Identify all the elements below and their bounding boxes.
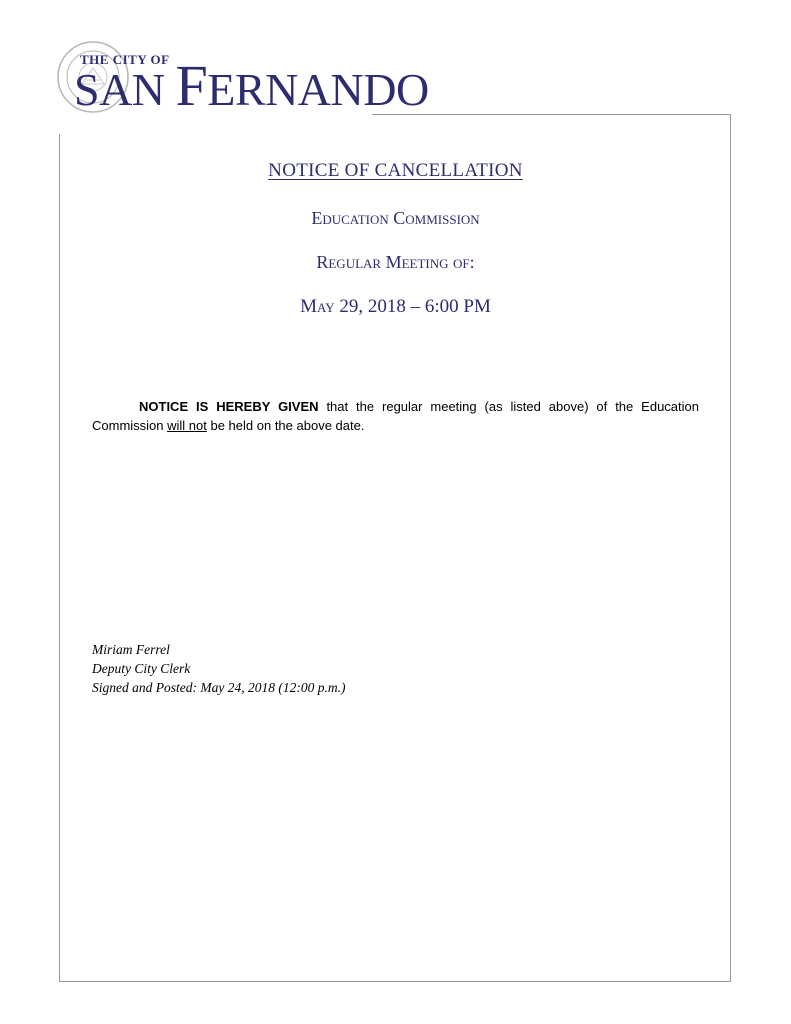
posted-date: Signed and Posted: May 24, 2018 (12:00 p.m.) [92,680,346,695]
logo-san-fernando-text: SAN FERNANDO [74,53,429,118]
notice-underlined-text: will not [167,418,207,433]
notice-paragraph [92,397,699,435]
meeting-datetime: May 29, 2018 – 6:00 PM [300,296,491,317]
notice-text-1: that the regular meeting (as listed above) of the Education Commission [92,399,699,433]
signer-title: Deputy City Clerk [92,661,191,676]
notice-text-2: be held on the above date. [206,418,365,433]
page-border [59,114,731,982]
commission-name: Education Commission [311,208,480,228]
meeting-label: Regular Meeting of: [316,252,475,272]
notice-title: NOTICE OF CANCELLATION [268,160,523,181]
logo-city-of-text: THE CITY OF [80,52,170,67]
notice-lead-bold: NOTICE IS HEREBY GIVEN [139,399,319,414]
signature-block [92,640,345,697]
city-logo [52,38,429,134]
signer-name: Miriam Ferrel [92,642,170,657]
